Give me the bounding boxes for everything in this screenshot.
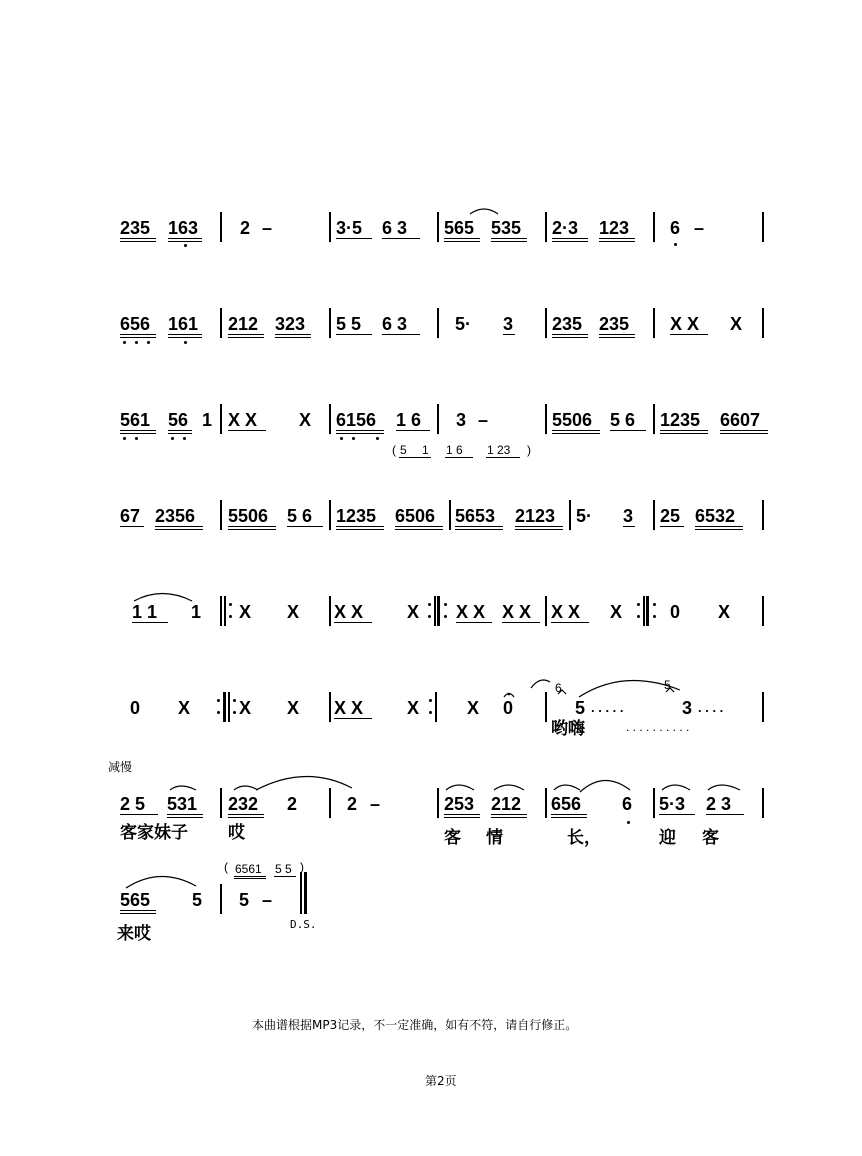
interlude-note: 6561 xyxy=(235,862,262,876)
ds-mark: D.S. xyxy=(290,918,317,931)
note-group: 67 xyxy=(120,506,141,526)
lyric-dots: . . . . . . . . . . xyxy=(626,720,690,734)
note-group: 3·5 xyxy=(336,218,363,238)
note-group: 5·3 xyxy=(659,794,686,814)
interlude-open: ( xyxy=(224,860,228,874)
note-group: 656 xyxy=(120,314,151,334)
note-group: X xyxy=(299,410,312,430)
note-group: 1 xyxy=(202,410,213,430)
slur xyxy=(580,780,630,792)
lyric: 哎 xyxy=(228,823,245,843)
slur xyxy=(446,785,474,790)
note-group: 235 xyxy=(120,218,151,238)
note-group: 253 xyxy=(444,794,475,814)
lyric: 客 xyxy=(702,828,719,848)
note-group: 535 xyxy=(491,218,522,238)
note-group: 5· xyxy=(576,506,593,526)
footer-note: 本曲谱根据MP3记录，不一定准确，如有不符，请自行修正。 xyxy=(252,1018,578,1032)
note-group: 6532 xyxy=(695,506,736,526)
lyric: 客家妹子 xyxy=(120,823,188,843)
note-group: 565 xyxy=(120,890,151,910)
note-group: 163 xyxy=(168,218,199,238)
dash: – xyxy=(370,794,381,814)
note-group: 561 xyxy=(120,410,151,430)
slur xyxy=(531,680,550,688)
note-group: 2 3 xyxy=(706,794,732,814)
dash: – xyxy=(694,218,705,238)
note-group: X X xyxy=(502,602,532,622)
interlude-note: 5 xyxy=(400,443,407,457)
slur xyxy=(170,786,196,790)
slur xyxy=(494,785,524,790)
slur xyxy=(554,785,580,790)
note-group: 6607 xyxy=(720,410,761,430)
note-group: X X xyxy=(334,602,364,622)
note-group: X X xyxy=(456,602,486,622)
slur xyxy=(126,876,196,888)
lyric: 哟嗨 xyxy=(551,719,585,739)
note-group: 2123 xyxy=(515,506,556,526)
note-group: 5 xyxy=(192,890,203,910)
note-group: X xyxy=(407,602,420,622)
hold-dots: . . . . xyxy=(698,700,724,715)
note-group: X X xyxy=(551,602,581,622)
note-group: 123 xyxy=(599,218,630,238)
note-group: 2356 xyxy=(155,506,196,526)
note-group: 0 xyxy=(670,602,681,622)
note-group: 2 xyxy=(287,794,298,814)
interlude-note: 5 5 xyxy=(275,862,292,876)
note-group: 3 xyxy=(682,698,693,718)
note-group: 531 xyxy=(167,794,198,814)
slur xyxy=(256,776,352,790)
lyric: 客 xyxy=(444,828,461,848)
hold-dots: . . . . . xyxy=(591,700,624,715)
note-group: 1235 xyxy=(660,410,701,430)
note-group: 5506 xyxy=(552,410,593,430)
note-group: X xyxy=(239,602,252,622)
interlude-note: 1 6 xyxy=(446,443,463,457)
note-group: 656 xyxy=(551,794,582,814)
note-group: 161 xyxy=(168,314,199,334)
lyric: 情 xyxy=(486,828,503,848)
note-group: 2 5 xyxy=(120,794,146,814)
note-group: 6 3 xyxy=(382,218,408,238)
note-group: 5 xyxy=(575,698,586,718)
note-group: X xyxy=(239,698,252,718)
fermata xyxy=(504,694,514,698)
slur xyxy=(470,209,498,214)
note-group: 5 5 xyxy=(336,314,362,334)
note-group: 2 xyxy=(347,794,358,814)
note-group: 5 6 xyxy=(287,506,313,526)
note-group: 235 xyxy=(552,314,583,334)
note-group: 6 xyxy=(670,218,681,238)
note-group: 6506 xyxy=(395,506,436,526)
note-group: 3 xyxy=(456,410,467,430)
note-group: X xyxy=(287,602,300,622)
note-group: 5· xyxy=(455,314,472,334)
note-group: 212 xyxy=(228,314,259,334)
dash: – xyxy=(478,410,489,430)
interlude-note: 1 xyxy=(422,443,429,457)
lyric: 迎 xyxy=(659,828,676,848)
interlude-note: 1 23 xyxy=(487,443,511,457)
note-group: 1 xyxy=(191,602,202,622)
note-group: 6 xyxy=(622,794,633,814)
note-group: X xyxy=(610,602,623,622)
note-group: X xyxy=(730,314,743,334)
note-group: X xyxy=(718,602,731,622)
note-group: 5506 xyxy=(228,506,269,526)
dash: – xyxy=(262,890,273,910)
note-group: 565 xyxy=(444,218,475,238)
dash: – xyxy=(262,218,273,238)
note-group: X xyxy=(287,698,300,718)
note-group: 1 1 xyxy=(132,602,158,622)
note-group: 6156 xyxy=(336,410,377,430)
note-group: 235 xyxy=(599,314,630,334)
fermata-dot xyxy=(508,693,511,696)
note-group: 2 xyxy=(240,218,251,238)
grace-note: 6 xyxy=(555,681,562,695)
note-group: 5653 xyxy=(455,506,496,526)
note-group: X xyxy=(467,698,480,718)
note-group: 232 xyxy=(228,794,259,814)
note-group: X X xyxy=(334,698,364,718)
note-group: X xyxy=(178,698,191,718)
interlude-close: ) xyxy=(300,860,304,874)
lyric: 来哎 xyxy=(117,924,151,944)
tempo-mark: 减慢 xyxy=(108,760,133,774)
note-group: 212 xyxy=(491,794,522,814)
slur xyxy=(134,594,192,602)
note-group: X X xyxy=(670,314,700,334)
interlude-close: ) xyxy=(527,443,531,457)
note-group: 25 xyxy=(660,506,681,526)
note-group: 1235 xyxy=(336,506,377,526)
note-group: X xyxy=(407,698,420,718)
note-group: X X xyxy=(228,410,258,430)
note-group: 5 xyxy=(239,890,250,910)
slur xyxy=(234,786,258,790)
note-group: 0 xyxy=(130,698,141,718)
note-group: 5 6 xyxy=(610,410,636,430)
note-group: 1 6 xyxy=(396,410,422,430)
slur xyxy=(662,785,690,790)
note-group: 56 xyxy=(168,410,189,430)
note-group: 3 xyxy=(503,314,514,334)
slur xyxy=(708,785,740,790)
note-group: 3 xyxy=(623,506,634,526)
note-group: 2·3 xyxy=(552,218,579,238)
lyric: 长， xyxy=(567,828,601,848)
interlude-open: ( xyxy=(392,443,396,457)
note-group: 0 xyxy=(503,698,514,718)
note-group: 6 3 xyxy=(382,314,408,334)
grace-note: 5 xyxy=(664,678,671,692)
page-number: 第2页 xyxy=(425,1074,457,1088)
note-group: 323 xyxy=(275,314,306,334)
